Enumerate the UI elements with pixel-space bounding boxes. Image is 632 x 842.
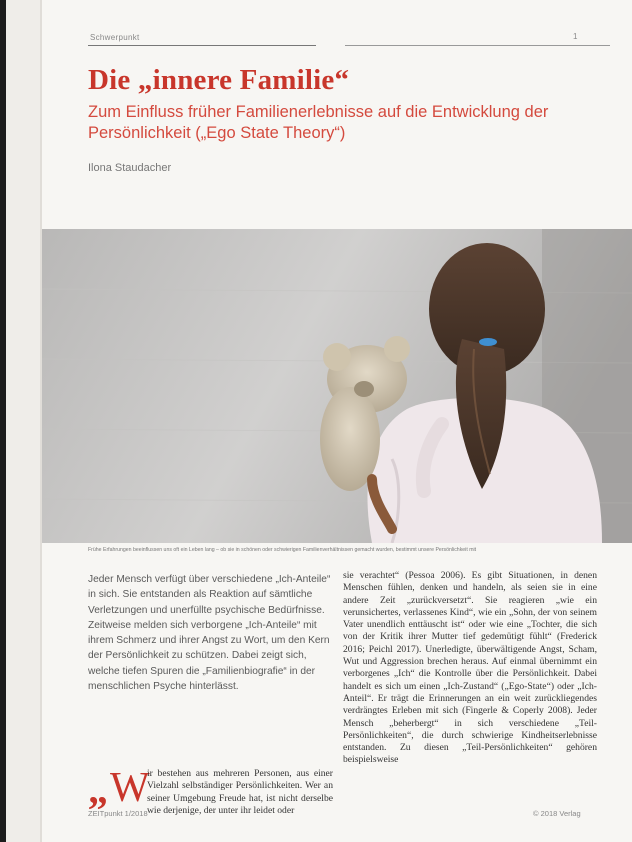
- article-title: Die „innere Familie“: [88, 64, 350, 96]
- article-intro: Jeder Mensch verfügt über verschiedene „Ich-Anteile“ in sich. Sie entstanden als Reaktion auf sämtliche Verletzungen und unerfüllte psychische Bedürfnisse. Zeitweise melden sich verborgene „Ich-Anteile“ mit ihrem Schmerz und ihrer Angst zu Wort, um den Kern der Persönlichkeit zu schützen. Dabei zeigt sich, welche tiefen Spuren die „Familienbiografie“ in der menschlichen Psyche hinterlässt.: [88, 574, 331, 693]
- article-body-right: sie verachtet“ (Pessoa 2006). Es gibt Situationen, in denen Menschen fühlen, denken und handeln, als seien sie in eine andere Zeit „zurückversetzt“. Sie reagieren „wie ein verunsichertes, verlassenes Kind“, wie ein „Sohn, der von seinem Vater unendlich enttäuscht ist“ oder wie eine „Tochter, die sich von der Kritik ihrer Mutter tief gedemütigt fühlt“ (Frederick 2016; Peichl 2017). Unerledigte, überwältigende Angst, Scham, Wut und Aggression brechen heraus. Auf einmal übernimmt ein verborgenes „Ich“ die Kontrolle über die Persönlichkeit. Dabei handelt es sich um einen „Ich-Zustand“ („Ego-State“) oder „Ich-Anteil“. Er trägt die Erinnerungen an ein weit zurückliegendes verdrängtes Erleben mit sich (Fingerle & Coperly 2008). Jeder Mensch „beherbergt“ in sich verschiedene „Teil-Persönlichkeiten“, die durch schwierige Kindheitserlebnisse entstanden. Zu diesen „Teil-Persönlichkeiten“ gehören beispielsweise: [343, 570, 597, 766]
- article-author: Ilona Staudacher: [88, 162, 172, 174]
- header-rule: [88, 45, 316, 46]
- photo-caption: Frühe Erfahrungen beeinflussen uns oft ein Leben lang – ob sie in schönen oder schwierigen Familienverhältnissen gemacht wurden, bestimmt unsere Persönlichkeit mit: [88, 547, 477, 553]
- footer-right: © 2018 Verlag: [533, 809, 581, 818]
- footer-left: ZEITpunkt 1/2018: [88, 809, 148, 818]
- article-photo: [42, 229, 632, 543]
- girl-with-teddy-illustration: [42, 229, 632, 543]
- running-header: Schwerpunkt: [90, 33, 140, 42]
- dropcap-letter: W: [110, 765, 150, 811]
- article-subtitle: Zum Einfluss früher Familienerlebnisse auf die Entwicklung der Persönlichkeit („Ego State Theory“): [88, 103, 549, 142]
- header-page-number: 1: [573, 32, 578, 41]
- facing-page-strip: [6, 0, 40, 842]
- header-rule-right: [345, 45, 610, 46]
- dropcap-text: ir bestehen aus mehreren Personen, aus einer Vielzahl selbständiger Persönlichkeiten. Wer an seiner Umgebung Freude hat, ist nicht derselbe wie derjenige, der unter ihr leidet oder: [147, 768, 333, 817]
- quote-mark: „: [88, 767, 108, 812]
